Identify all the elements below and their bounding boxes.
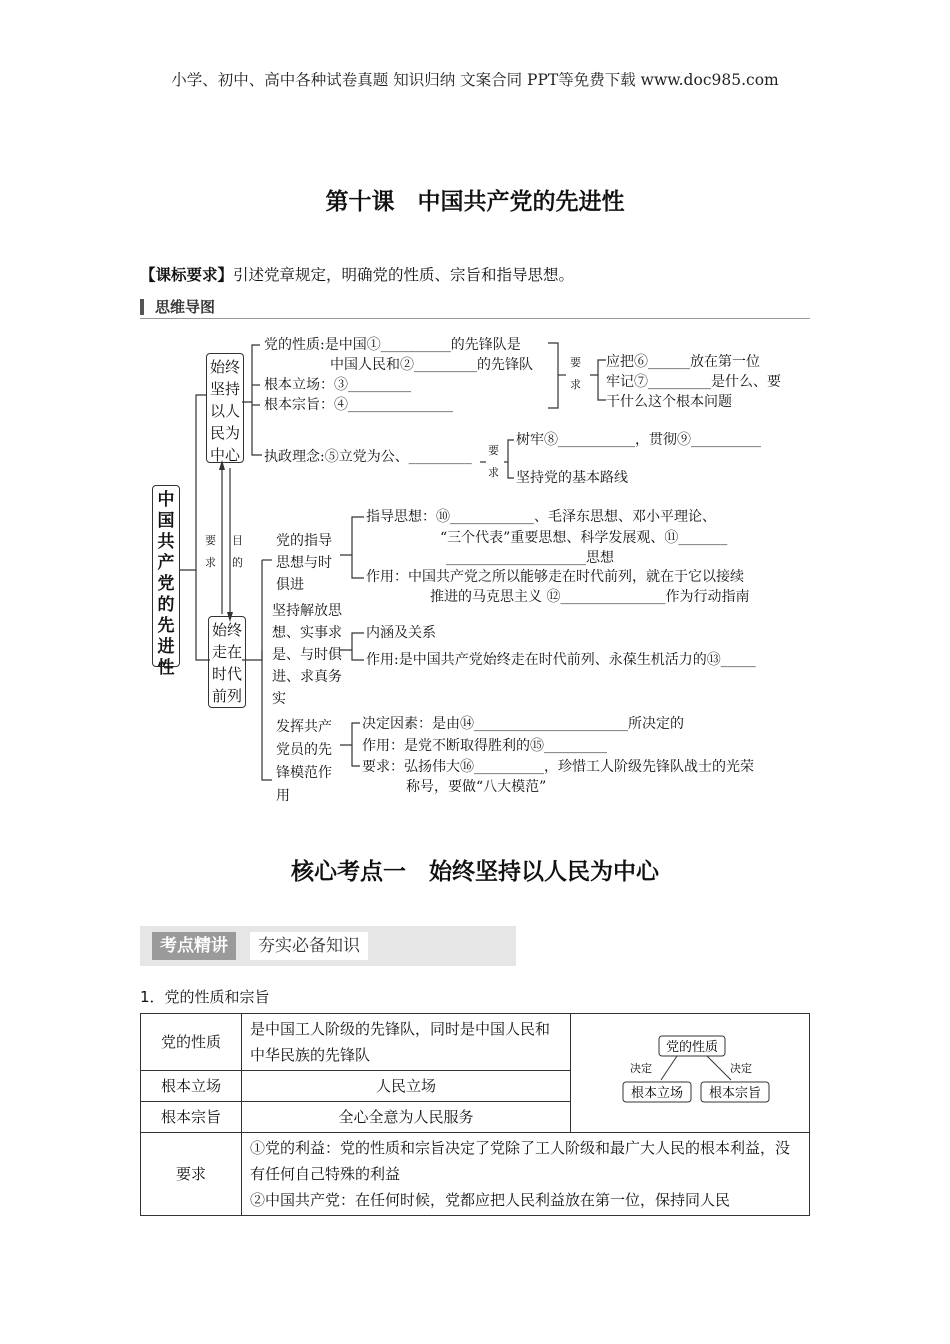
mindmap-label: 思维导图 [155, 298, 216, 316]
b1-line-3: 根本立场：③_________ [264, 377, 411, 393]
requirement-label: 【课标要求】 [140, 266, 234, 284]
b2-sub3-line-1: 决定因素：是由⑭______________________所决定的 [362, 716, 684, 732]
row-value: 人民立场 [242, 1071, 571, 1102]
b1-idea-req-label: 要求 [488, 444, 499, 479]
mindmap-link-purpose: 目的 [232, 534, 243, 569]
row-label: 根本立场 [141, 1071, 242, 1102]
row-label: 要求 [141, 1133, 242, 1216]
diagram-left-arrow [661, 1056, 677, 1080]
b1-line-2: 中国人民和②_________的先锋队 [330, 357, 533, 373]
row-value: 全心全意为人民服务 [242, 1102, 571, 1133]
b1-req-line-3: 干什么这个根本问题 [606, 394, 732, 410]
page-header: 小学、初中、高中各种试卷真题 知识归纳 文案合同 PPT等免费下载 www.doc985.com [171, 71, 779, 89]
row-label: 党的性质 [141, 1014, 242, 1071]
relation-diagram [579, 1028, 801, 1118]
mindmap-branch-people-centered: 始终坚持以人民为中心 [206, 353, 244, 463]
row-value [242, 1133, 810, 1216]
b1-idea-line-2: 坚持党的基本路线 [516, 470, 628, 486]
kaodian-tag: 考点精讲 [152, 932, 236, 960]
section-title: 核心考点一 始终坚持以人民为中心 [291, 859, 659, 885]
requirement-text: 引述党章规定，明确党的性质、宗旨和指导思想。 [233, 266, 575, 284]
row-value: 是中国工人阶级的先锋队，同时是中国人民和中华民族的先锋队 [242, 1014, 571, 1071]
b2-sub1-line-2: “三个代表”重要思想、科学发展观、⑪_______ [440, 530, 728, 546]
diagram-left-text: 根本立场 [630, 1086, 684, 1101]
b1-idea: 执政理念:⑤立党为公、_________ [264, 449, 472, 465]
b2-sub1-line-4: 作用：中国共产党之所以能够走在时代前列，就在于它以接续 [366, 569, 744, 585]
nature-purpose-table [140, 1013, 810, 1216]
subsection-title: 1．党的性质和宗旨 [140, 988, 270, 1006]
b2-sub-emancipate-mind: 坚持解放思想、实事求是、与时俱进、求真务实 [272, 603, 342, 707]
table-row [141, 1133, 810, 1216]
b2-sub2-line-1: 内涵及关系 [366, 625, 436, 641]
relation-diagram-cell [571, 1014, 810, 1133]
b2-sub1-line-5: 推进的马克思主义 ⑫_______________作为行动指南 [430, 589, 750, 605]
diagram-left-edge: 决定 [630, 1062, 652, 1075]
b2-sub-vanguard-role: 发挥共产党员的先锋模范作用 [276, 719, 332, 804]
diagram-right-text: 根本宗旨 [708, 1086, 762, 1101]
b1-req-label: 要求 [570, 356, 581, 391]
mindmap-root: 中国共产党的先进性 [152, 485, 180, 667]
b2-sub1-line-3: ____________________思想 [446, 550, 614, 566]
b1-req-line-2: 牢记⑦_________是什么、要 [606, 374, 781, 390]
table-row [141, 1014, 810, 1071]
b2-sub3-line-3: 要求：弘扬伟大⑯__________，珍惜工人阶级先锋队战士的光荣 [362, 759, 754, 775]
b1-req-line-1: 应把⑥______放在第一位 [606, 354, 760, 370]
requirement-item-2: ②中国共产党：在任何时候，党都应把人民利益放在第一位，保持同人民 [250, 1191, 731, 1209]
b2-sub3-line-4: 称号，要做“八大模范” [406, 779, 547, 795]
b1-line-4: 根本宗旨：④_______________ [264, 397, 453, 413]
mindmap-branch-forefront: 始终走在时代前列 [208, 616, 246, 708]
diagram-top-text: 党的性质 [665, 1040, 719, 1055]
b2-sub-guiding-thought: 党的指导思想与时俱进 [276, 533, 332, 593]
mindmap-link-requirement: 要求 [205, 534, 216, 569]
b2-sub3-line-2: 作用：是党不断取得胜利的⑮_________ [362, 738, 607, 754]
b2-sub1-line-1: 指导思想：⑩____________、毛泽东思想、邓小平理论、 [366, 509, 716, 525]
kaodian-banner [140, 926, 516, 966]
b1-idea-line-1: 树牢⑧___________，贯彻⑨__________ [516, 432, 761, 448]
lesson-title: 第十课 中国共产党的先进性 [325, 189, 625, 215]
diagram-right-edge: 决定 [730, 1062, 752, 1075]
kaodian-sub: 夯实必备知识 [250, 932, 368, 960]
b2-sub2-line-2: 作用:是中国共产党始终走在时代前列、永葆生机活力的⑬_____ [366, 652, 756, 668]
diagram-right-arrow [707, 1056, 731, 1080]
requirement-item-1: ①党的利益：党的性质和宗旨决定了党除了工人阶级和最广大人民的根本利益，没有任何自己特殊的利益 [250, 1139, 791, 1183]
b1-line-1: 党的性质:是中国①__________的先锋队是 [264, 337, 521, 353]
row-label: 根本宗旨 [141, 1102, 242, 1133]
